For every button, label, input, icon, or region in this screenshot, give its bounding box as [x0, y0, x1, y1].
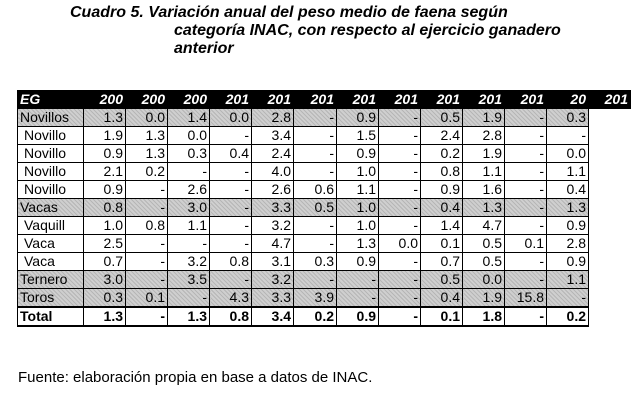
- row-label: Vaca: [18, 235, 84, 253]
- table-row: [18, 199, 631, 217]
- table-cell: 3.0: [84, 271, 126, 289]
- slaughter-weight-table: [17, 90, 631, 327]
- table-cell: 0.5: [294, 199, 337, 217]
- table-cell: -: [505, 271, 547, 289]
- row-label: Novillo: [18, 127, 84, 145]
- table-cell: -: [168, 289, 210, 308]
- table-cell: 0.2: [294, 307, 337, 326]
- table-cell: -: [294, 109, 337, 127]
- table-cell: 0.8: [84, 199, 126, 217]
- table-cell: 0.0: [126, 109, 168, 127]
- table-cell: -: [168, 235, 210, 253]
- row-label: Novillo: [18, 145, 84, 163]
- table-cell: 0.1: [505, 235, 547, 253]
- row-label: Total: [18, 307, 84, 326]
- table-cell: -: [210, 217, 252, 235]
- table-cell: 1.0: [337, 217, 379, 235]
- table-cell: -: [210, 199, 252, 217]
- table-cell: 0.5: [421, 109, 463, 127]
- table-cell: 1.3: [84, 307, 126, 326]
- header-year: 200: [126, 91, 168, 109]
- table-cell: 1.3: [547, 199, 589, 217]
- table-cell: 0.5: [463, 253, 505, 271]
- table-cell: -: [294, 163, 337, 181]
- table-row: [18, 271, 631, 289]
- table-cell: 0.8: [421, 163, 463, 181]
- header-year: 20: [547, 91, 589, 109]
- header-year: 200: [84, 91, 126, 109]
- table-cell: 0.9: [421, 181, 463, 199]
- table-cell: -: [505, 145, 547, 163]
- table-cell: 2.8: [547, 235, 589, 253]
- table-cell: 3.3: [252, 289, 294, 308]
- table-cell: -: [379, 163, 421, 181]
- table-cell: 15.8: [505, 289, 547, 308]
- header-year: 201: [337, 91, 379, 109]
- table-cell: 0.0: [463, 271, 505, 289]
- table-cell: 0.2: [547, 307, 589, 326]
- table-cell: -: [379, 181, 421, 199]
- table-cell: 1.6: [463, 181, 505, 199]
- row-label: Novillos: [18, 109, 84, 127]
- table-row: [18, 145, 631, 163]
- table-cell: 2.8: [252, 109, 294, 127]
- table-cell: 0.0: [547, 145, 589, 163]
- table-cell: -: [126, 271, 168, 289]
- table-cell: 1.0: [84, 217, 126, 235]
- table-cell: -: [505, 307, 547, 326]
- table-cell: 3.3: [252, 199, 294, 217]
- table-cell: 3.5: [168, 271, 210, 289]
- table-cell: 0.3: [294, 253, 337, 271]
- table-cell: 2.1: [84, 163, 126, 181]
- table-cell: 0.0: [210, 109, 252, 127]
- title-line-2: categoría INAC, con respecto al ejercicio ganadero: [174, 22, 561, 39]
- table-cell: -: [126, 199, 168, 217]
- table-cell: 0.4: [421, 289, 463, 308]
- table-cell: -: [126, 253, 168, 271]
- table-cell: 1.0: [337, 199, 379, 217]
- table-cell: 0.9: [337, 109, 379, 127]
- header-year: 200: [168, 91, 210, 109]
- table-title: [70, 4, 630, 58]
- table-cell: -: [337, 289, 379, 308]
- table-cell: -: [126, 307, 168, 326]
- table-cell: 1.1: [337, 181, 379, 199]
- table-header-row: [18, 91, 631, 109]
- table-cell: -: [126, 235, 168, 253]
- table-cell: 2.8: [463, 127, 505, 145]
- row-label: Toros: [18, 289, 84, 308]
- table-cell: 1.5: [337, 127, 379, 145]
- table-cell: -: [379, 271, 421, 289]
- table-cell: 2.4: [252, 145, 294, 163]
- header-year: 201: [210, 91, 252, 109]
- header-year: 201: [589, 91, 631, 109]
- title-line-1: Cuadro 5. Variación anual del peso medio de faena según: [70, 4, 508, 21]
- table-cell: 0.2: [421, 145, 463, 163]
- table-cell: 0.2: [126, 163, 168, 181]
- table-cell: 0.7: [421, 253, 463, 271]
- table-cell: 2.4: [421, 127, 463, 145]
- table-cell: -: [547, 127, 589, 145]
- table-cell: 1.1: [547, 271, 589, 289]
- table-row: [18, 181, 631, 199]
- table-row: [18, 289, 631, 308]
- table-cell: -: [294, 145, 337, 163]
- table-cell: 4.7: [252, 235, 294, 253]
- table-cell: 3.0: [168, 199, 210, 217]
- table-cell: -: [505, 181, 547, 199]
- row-label: Novillo: [18, 181, 84, 199]
- header-year: 201: [294, 91, 337, 109]
- table-cell: 1.3: [337, 235, 379, 253]
- table-cell: 1.9: [463, 109, 505, 127]
- header-year: 201: [421, 91, 463, 109]
- table-cell: 0.4: [421, 199, 463, 217]
- table-cell: -: [294, 217, 337, 235]
- table-cell: 1.3: [84, 109, 126, 127]
- table-cell: -: [210, 181, 252, 199]
- header-year: 201: [463, 91, 505, 109]
- table-row: [18, 163, 631, 181]
- total-row: [18, 307, 631, 326]
- table-cell: 0.9: [337, 253, 379, 271]
- table-row: [18, 217, 631, 235]
- table-cell: -: [379, 307, 421, 326]
- table-cell: 2.6: [168, 181, 210, 199]
- table-cell: 0.3: [84, 289, 126, 308]
- table-row: [18, 253, 631, 271]
- table-cell: 0.0: [168, 127, 210, 145]
- table-row: [18, 235, 631, 253]
- table-cell: -: [505, 163, 547, 181]
- table-cell: -: [379, 145, 421, 163]
- table-cell: 1.1: [463, 163, 505, 181]
- table-cell: 0.9: [547, 253, 589, 271]
- header-year: 201: [505, 91, 547, 109]
- table-cell: 0.0: [379, 235, 421, 253]
- table-cell: 0.1: [126, 289, 168, 308]
- table-cell: -: [379, 199, 421, 217]
- table-cell: -: [505, 199, 547, 217]
- table-cell: 0.3: [168, 145, 210, 163]
- table-cell: 1.1: [168, 217, 210, 235]
- header-year: 201: [252, 91, 294, 109]
- table-cell: -: [505, 253, 547, 271]
- table-cell: -: [505, 127, 547, 145]
- table-cell: -: [379, 289, 421, 308]
- row-label: Vaquill: [18, 217, 84, 235]
- table-cell: 1.4: [168, 109, 210, 127]
- table-cell: 4.0: [252, 163, 294, 181]
- table-cell: 0.4: [547, 181, 589, 199]
- table-cell: 1.3: [126, 127, 168, 145]
- header-eg: EG: [18, 91, 84, 109]
- table-cell: 1.9: [84, 127, 126, 145]
- table-cell: 1.1: [547, 163, 589, 181]
- table-cell: -: [379, 109, 421, 127]
- table-row: [18, 127, 631, 145]
- source-note: Fuente: elaboración propia en base a datos de INAC.: [18, 369, 373, 386]
- table-cell: -: [210, 235, 252, 253]
- table-cell: -: [294, 235, 337, 253]
- table-cell: -: [210, 163, 252, 181]
- table-cell: 0.9: [84, 145, 126, 163]
- table-cell: 0.8: [126, 217, 168, 235]
- table-cell: 0.9: [547, 217, 589, 235]
- table-cell: -: [337, 271, 379, 289]
- row-label: Vaca: [18, 253, 84, 271]
- table-cell: 0.7: [84, 253, 126, 271]
- table-cell: -: [210, 127, 252, 145]
- table-cell: 0.8: [210, 307, 252, 326]
- table-cell: 3.2: [252, 271, 294, 289]
- table-cell: -: [168, 163, 210, 181]
- row-label: Novillo: [18, 163, 84, 181]
- table-cell: 1.3: [463, 199, 505, 217]
- table-cell: -: [126, 181, 168, 199]
- table-row: [18, 109, 631, 127]
- table-cell: 4.3: [210, 289, 252, 308]
- row-label: Vacas: [18, 199, 84, 217]
- table-cell: -: [547, 289, 589, 308]
- table-cell: 0.1: [421, 235, 463, 253]
- table-cell: 1.9: [463, 145, 505, 163]
- table-cell: 1.0: [337, 163, 379, 181]
- table-cell: 1.4: [421, 217, 463, 235]
- table-cell: -: [210, 271, 252, 289]
- table-cell: 0.1: [421, 307, 463, 326]
- table-cell: 3.4: [252, 127, 294, 145]
- table-cell: 3.2: [252, 217, 294, 235]
- table-cell: 3.9: [294, 289, 337, 308]
- table-cell: 0.6: [294, 181, 337, 199]
- table-cell: 1.3: [126, 145, 168, 163]
- table-cell: 0.5: [463, 235, 505, 253]
- row-label: Ternero: [18, 271, 84, 289]
- table-cell: -: [505, 109, 547, 127]
- header-year: 201: [379, 91, 421, 109]
- table-cell: -: [379, 253, 421, 271]
- table-cell: -: [379, 217, 421, 235]
- table-cell: 3.4: [252, 307, 294, 326]
- table-cell: 2.5: [84, 235, 126, 253]
- title-line-3: anterior: [174, 40, 234, 57]
- table-cell: -: [379, 127, 421, 145]
- table-cell: 0.9: [337, 145, 379, 163]
- table-cell: 2.6: [252, 181, 294, 199]
- table-cell: 0.9: [337, 307, 379, 326]
- table-cell: -: [294, 127, 337, 145]
- table-cell: 3.1: [252, 253, 294, 271]
- table-cell: 0.9: [84, 181, 126, 199]
- table-cell: 0.4: [210, 145, 252, 163]
- table-cell: -: [294, 271, 337, 289]
- table-cell: 0.3: [547, 109, 589, 127]
- table-cell: 0.8: [210, 253, 252, 271]
- table-cell: 1.9: [463, 289, 505, 308]
- table-cell: 3.2: [168, 253, 210, 271]
- table-cell: 1.3: [168, 307, 210, 326]
- table-cell: 0.5: [421, 271, 463, 289]
- table-cell: 4.7: [463, 217, 505, 235]
- table-cell: 1.8: [463, 307, 505, 326]
- table-cell: -: [505, 217, 547, 235]
